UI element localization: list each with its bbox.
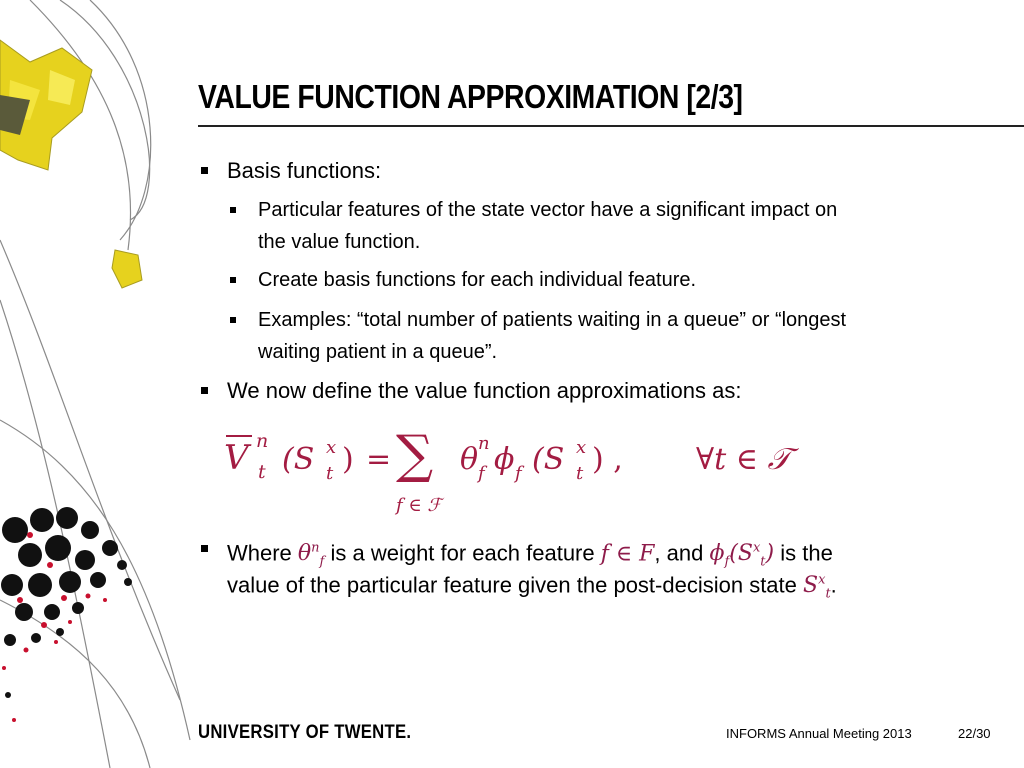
formula-lhs-sub: t (258, 461, 266, 483)
formula-rhs-close: ) , (592, 442, 623, 477)
phi-sub: f (724, 554, 730, 570)
formula-rhs-arg: (S (532, 442, 565, 477)
theta-glyph: θ (297, 541, 312, 567)
phi-arg: (S (729, 541, 753, 567)
phi-arg-sub: t (760, 554, 766, 570)
value-function-formula (222, 425, 812, 525)
theta-sub: f (319, 554, 325, 570)
bullet-marker (230, 207, 236, 213)
formula-lhs-arg-sub: t (326, 463, 334, 484)
formula-theta-sup: n (478, 433, 490, 454)
bullet-marker (201, 545, 208, 552)
formula-lhs-sup: n (256, 430, 269, 452)
title-divider (198, 125, 1024, 127)
where-text: . (830, 572, 837, 598)
sub-bullet-item (258, 305, 846, 336)
sub-bullet-item (258, 265, 696, 296)
slide-title: VALUE FUNCTION APPROXIMATION [2/3] (198, 78, 743, 115)
yellow-cluster-top (0, 40, 142, 288)
formula-lhs-arg-sup: x (326, 437, 337, 458)
where-text: is the (774, 540, 833, 566)
where-text: Where (227, 540, 298, 566)
formula-forall: ∀t ∈ 𝒯 (696, 442, 791, 477)
formula-equals: = (366, 442, 392, 477)
footer-event: INFORMS Annual Meeting 2013 (726, 726, 912, 741)
bullet-item (227, 155, 381, 187)
theta-sup: n (311, 541, 320, 556)
state-symbol (803, 573, 831, 602)
university-logo: UNIVERSITY OF TWENTE. (198, 722, 412, 743)
formula-sum: ∑ (396, 425, 434, 485)
formula-rhs-arg-sub: t (576, 463, 584, 484)
bullet-marker (201, 387, 208, 394)
theta-symbol (297, 541, 325, 570)
sub-bullet-continuation (258, 227, 420, 258)
where-text: is a weight for each feature (324, 540, 601, 566)
bullet-text: Basis functions: (227, 158, 382, 183)
bullet-marker (230, 317, 236, 323)
state-glyph: S (803, 573, 819, 599)
formula-lhs-v: V (224, 438, 249, 478)
feature-symbol: f ∈ F (600, 541, 655, 567)
where-text: , and (654, 540, 710, 566)
bullet-text: We now define the value function approximations as: (227, 378, 742, 403)
page-number: 22/30 (958, 726, 991, 741)
bullet-marker (230, 277, 236, 283)
where-continuation (227, 565, 837, 611)
bullet-text: waiting patient in a queue”. (258, 341, 498, 363)
phi-glyph: ϕ (709, 541, 725, 567)
formula-phi: ϕ (494, 442, 515, 477)
bullet-text: Create basis functions for each individual feature. (258, 269, 697, 291)
formula-lhs-arg: (S (282, 442, 315, 477)
state-sub: t (825, 586, 831, 602)
state-sup: x (818, 573, 826, 588)
formula-sum-sub: f ∈ ℱ (396, 495, 442, 516)
bullet-marker (201, 167, 208, 174)
phi-symbol (709, 541, 775, 570)
phi-close: ) (765, 541, 775, 567)
formula-theta-sub: f (478, 463, 485, 484)
sub-bullet-item (258, 195, 837, 226)
formula-theta: θ (460, 442, 479, 477)
bullet-item (227, 375, 741, 407)
formula-phi-sub: f (515, 463, 522, 484)
bullet-text: the value function. (258, 231, 421, 253)
sub-bullet-continuation (258, 337, 497, 368)
bullet-text: Particular features of the state vector have a significant impact on (258, 199, 838, 221)
phi-arg-sup: x (752, 541, 761, 556)
bullet-text: Examples: “total number of patients waiting in a queue” or “longest (258, 309, 847, 331)
formula-rhs-arg-sup: x (576, 437, 587, 458)
formula-overline (226, 435, 252, 437)
where-text: value of the particular feature given the post-decision state (227, 572, 804, 598)
formula-lhs-close: ) (342, 442, 354, 477)
